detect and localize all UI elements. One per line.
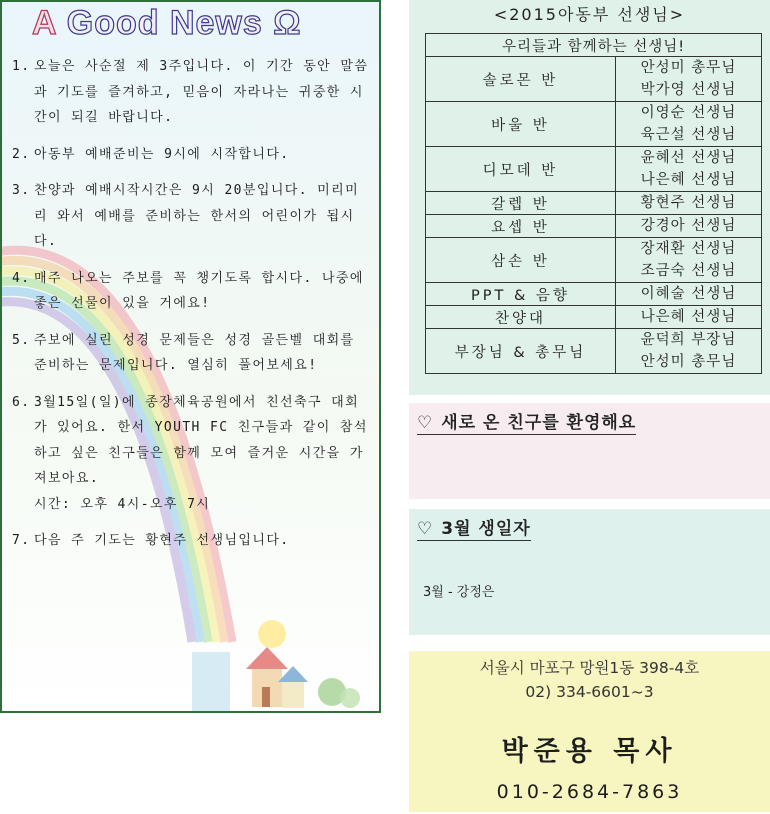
class-name: PPT & 음향 [426, 283, 616, 306]
table-row [426, 215, 762, 238]
church-address: 서울시 마포구 망원1동 398-4호 [479, 659, 700, 677]
teachers-section [409, 0, 770, 395]
news-list [12, 54, 372, 565]
teacher-name: 나은혜 선생님 [640, 309, 737, 325]
news-item: 2. 아동부 예배준비는 9시에 시작합니다. [12, 146, 290, 162]
good-news-panel [0, 0, 381, 713]
news-item: 5. 주보에 실린 성경 문제들은 성경 골든벨 대회를 준비하는 문제입니다. 열심히 풀어보세요! [12, 332, 355, 373]
class-name: 솔로몬 반 [426, 57, 616, 102]
teacher-name: 안성미 총무님 [640, 60, 737, 76]
birthday-entry: 3월 - 강정은 [423, 585, 495, 600]
teacher-name: 윤혜선 선생님 [640, 150, 737, 166]
welcome-section [409, 403, 770, 499]
table-row [426, 238, 762, 283]
pastor-mobile: 010-2684-7863 [496, 781, 683, 803]
table-row [426, 192, 762, 215]
teacher-name: 황현주 선생님 [640, 195, 737, 211]
church-phone: 02) 334-6601~3 [525, 683, 654, 701]
birthday-heading: ♡ 3월 생일자 [417, 514, 531, 541]
teachers-table-header: 우리들과 함께하는 선생님! [426, 34, 762, 57]
class-name: 디모데 반 [426, 147, 616, 192]
table-row [426, 306, 762, 329]
event-time: 시간: 오후 4시-오후 7시 [34, 496, 211, 512]
class-name: 갈렙 반 [426, 192, 616, 215]
teacher-name: 박가영 선생님 [640, 82, 737, 98]
class-name: 찬양대 [426, 306, 616, 329]
house-illustration [182, 592, 381, 713]
teachers-table [425, 33, 762, 374]
table-row [426, 102, 762, 147]
heart-icon: ♡ [417, 519, 434, 539]
teacher-name: 이혜술 선생님 [640, 286, 737, 302]
teacher-name: 조금숙 선생님 [640, 263, 737, 279]
good-news-title: A Good News Ω [32, 4, 302, 42]
pastor-name: 박준용 목사 [501, 736, 678, 767]
teacher-name: 강경아 선생님 [640, 218, 737, 234]
heart-icon: ♡ [417, 413, 434, 433]
class-name: 삼손 반 [426, 238, 616, 283]
table-row [426, 147, 762, 192]
teachers-title: <2015아동부 선생님> [493, 5, 686, 24]
class-name: 바울 반 [426, 102, 616, 147]
birthday-section [409, 509, 770, 635]
news-item: 1. 오늘은 사순절 제 3주입니다. 이 기간 동안 말씀과 기도를 즐겨하고, 믿음이 자라나는 귀중한 시간이 되길 바랍니다. [12, 59, 369, 125]
teacher-name: 이영순 선생님 [640, 105, 737, 121]
news-item: 6. 3월15일(일)에 종장체육공원에서 친선축구 대회가 있어요. 한서 YOUTH FC 친구들과 같이 참석하고 싶은 친구들은 함께 모여 즐거운 시간을 가져보아요. 시간: 오후 4시-오후 7시 [12, 390, 372, 518]
teacher-name: 안성미 총무님 [640, 354, 737, 370]
teacher-name: 나은혜 선생님 [640, 172, 737, 188]
contact-section [409, 651, 770, 812]
class-name: 요셉 반 [426, 215, 616, 238]
teacher-name: 윤덕희 부장님 [640, 332, 737, 348]
teacher-name: 육근설 선생님 [640, 127, 737, 143]
table-row [426, 329, 762, 374]
table-row [426, 283, 762, 306]
table-row [426, 57, 762, 102]
teacher-name: 장재환 선생님 [640, 241, 737, 257]
class-name: 부장님 & 총무님 [426, 329, 616, 374]
welcome-heading: ♡ 새로 온 친구를 환영해요 [417, 408, 636, 435]
news-item: 7. 다음 주 기도는 황현주 선생님입니다. [12, 533, 290, 548]
news-item: 4. 매주 나오는 주보를 꼭 챙기도록 합시다. 나중에 좋은 선물이 있을 거에요! [12, 270, 364, 311]
news-item: 3. 찬양과 예배시작시간은 9시 20분입니다. 미리미리 와서 예배를 준비하는 한서의 어린이가 됩시다. [12, 183, 360, 249]
